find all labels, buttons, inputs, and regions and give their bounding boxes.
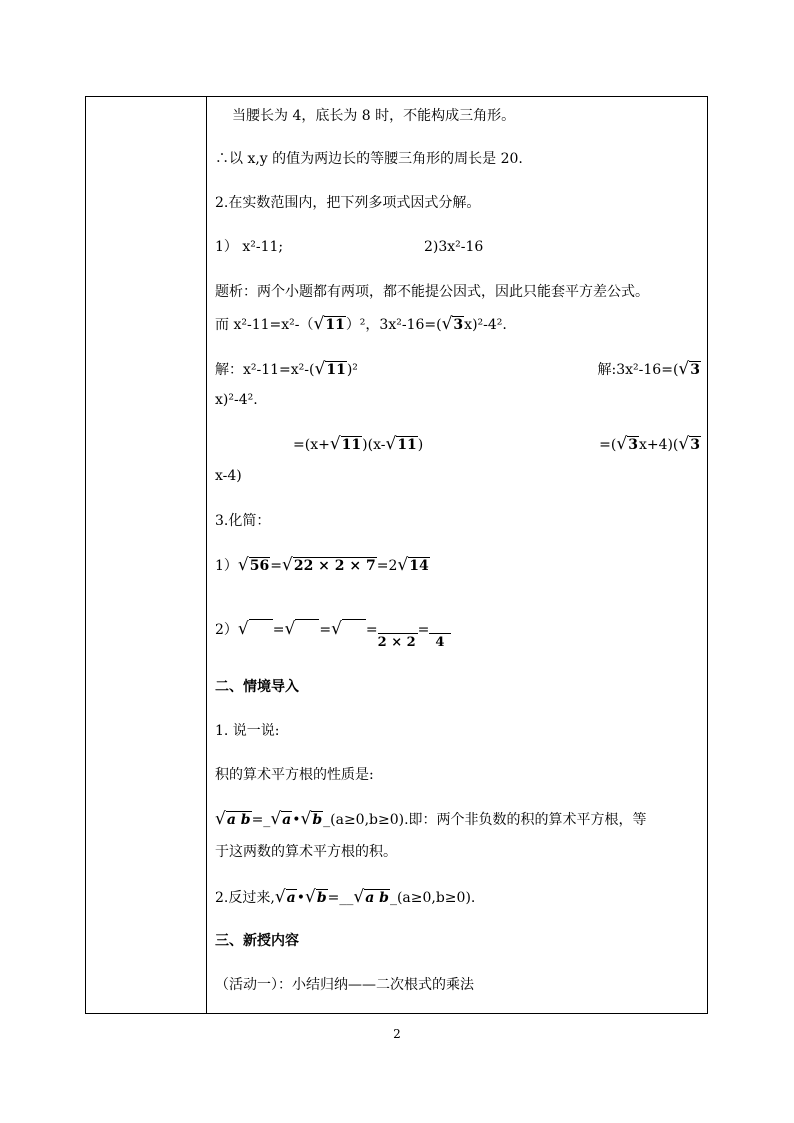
formula-line: √a b=_√a•√b_(a≥0,b≥0).即：两个非负数的积的算术平方根，等 bbox=[215, 809, 647, 829]
formula-line: 解：x²-11=x²-(√11)² 解:3x²-16=(√3 bbox=[215, 359, 700, 379]
exercise-line bbox=[215, 238, 701, 256]
text-line: 积的算术平方根的性质是: bbox=[215, 767, 374, 783]
sqrt-symbol: √11 bbox=[313, 314, 345, 334]
content-cell bbox=[208, 97, 707, 1013]
formula-right: =(√3x+4)(√3 bbox=[599, 434, 700, 454]
exercise-item-2: 2)3x²-16 bbox=[424, 239, 484, 255]
sqrt-symbol: √ bbox=[285, 619, 320, 639]
sqrt-symbol: √22 × 2 × 7 bbox=[281, 555, 376, 575]
sqrt-symbol: √3 bbox=[678, 359, 700, 379]
sqrt-symbol: √11 bbox=[385, 434, 417, 454]
page-number: 2 bbox=[393, 1027, 401, 1041]
formula-line: 2.反过来,√a•√b=__√a b_(a≥0,b≥0). bbox=[215, 887, 476, 907]
text-line: x-4) bbox=[215, 468, 242, 484]
sqrt-symbol: √a bbox=[270, 809, 292, 829]
text-line: x)²-4². bbox=[215, 392, 258, 408]
sqrt-symbol: √b bbox=[305, 887, 327, 907]
text-line: 于这两数的算术平方根的积。 bbox=[215, 844, 397, 860]
sqrt-symbol: √ bbox=[238, 619, 273, 639]
sqrt-symbol: √11 bbox=[314, 359, 346, 379]
text-line: 1. 说一说: bbox=[215, 723, 280, 739]
sqrt-symbol: √3 bbox=[678, 434, 700, 454]
formula-line: 2）√ =√ =√ = 2 × 2 = 4 bbox=[215, 619, 701, 649]
sqrt-symbol: √b bbox=[300, 809, 323, 829]
sqrt-symbol: √ bbox=[331, 619, 366, 639]
fraction: 4 bbox=[429, 621, 451, 639]
exercise-item-1: 1） x²-11; bbox=[215, 239, 284, 255]
fraction: 2 × 2 bbox=[378, 621, 418, 639]
text-line: 当腰长为 4，底长为 8 时，不能构成三角形。 bbox=[232, 108, 516, 124]
sqrt-symbol: √a bbox=[274, 887, 296, 907]
formula-right: 解:3x²-16=(√3 bbox=[597, 359, 700, 379]
sqrt-symbol: √11 bbox=[329, 434, 362, 454]
text-line: 3.化简： bbox=[215, 513, 271, 529]
text-line: 题析：两个小题都有两项，都不能提公因式，因此只能套平方差公式。 bbox=[215, 284, 649, 300]
sqrt-symbol: √3 bbox=[616, 434, 638, 454]
text-line: （活动一）：小结归纳——二次根式的乘法 bbox=[215, 977, 474, 993]
left-column-cell bbox=[86, 97, 207, 1013]
formula-line: 1）√56=√22 × 2 × 7=2√14 bbox=[215, 555, 429, 575]
formula-line: 而 x²-11=x²-（√11）²，3x²-16=(√3x)²-4². bbox=[215, 314, 507, 334]
lesson-table bbox=[85, 96, 708, 1014]
section-heading: 二、情境导入 bbox=[215, 679, 299, 695]
text-line: ∴以 x,y 的值为两边长的等腰三角形的周长是 20. bbox=[215, 151, 523, 167]
sqrt-symbol: √a b bbox=[215, 809, 251, 829]
section-heading: 三、新授内容 bbox=[215, 933, 299, 949]
text-line: 2.在实数范围内，把下列多项式因式分解。 bbox=[215, 195, 481, 211]
formula-left: =(x+√11)(x-√11) bbox=[293, 434, 424, 454]
sqrt-symbol: √14 bbox=[397, 555, 429, 575]
sqrt-symbol: √a b bbox=[353, 887, 389, 907]
sqrt-symbol: √3 bbox=[441, 314, 464, 334]
sqrt-symbol: √56 bbox=[237, 555, 270, 575]
